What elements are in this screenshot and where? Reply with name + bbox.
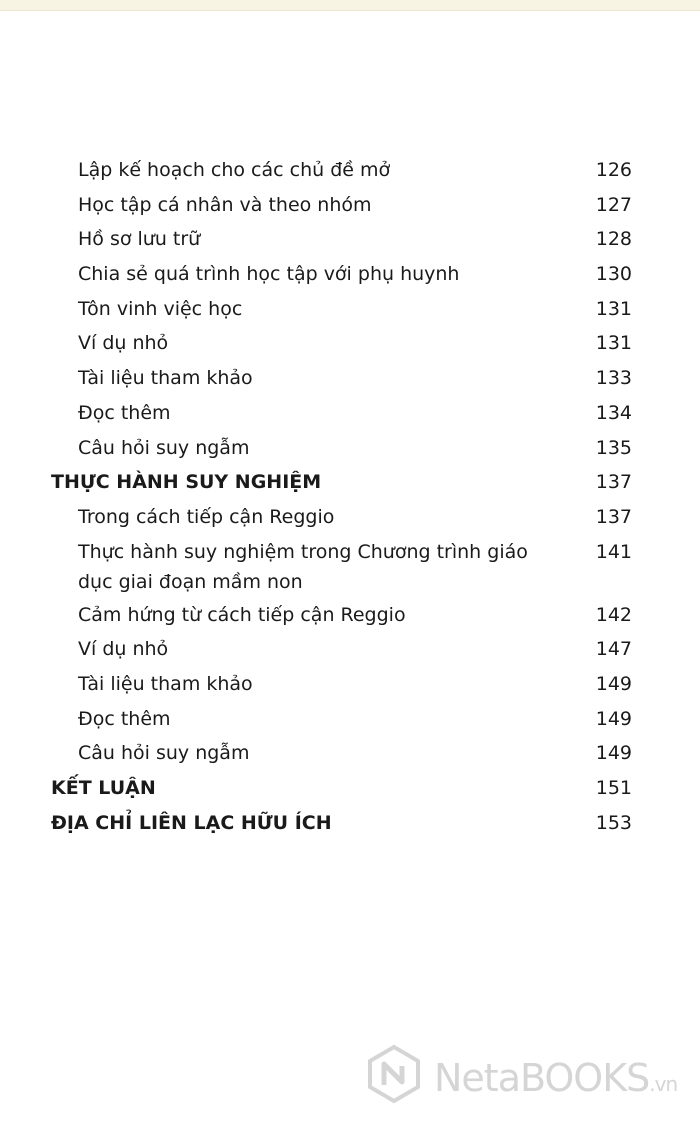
toc-entry-title: Đọc thêm <box>78 401 171 424</box>
toc-entry-title: Tôn vinh việc học <box>78 297 243 320</box>
table-of-contents <box>0 150 700 837</box>
toc-entry-page: 126 <box>595 159 632 181</box>
toc-entry <box>0 595 700 630</box>
toc-entry-title: Lập kế hoạch cho các chủ đề mở <box>78 159 391 181</box>
toc-entry <box>0 289 700 324</box>
toc-entry-title: Câu hỏi suy ngẫm <box>78 742 250 765</box>
toc-entry-page: 149 <box>595 707 632 730</box>
toc-entry <box>0 219 700 254</box>
toc-entry-page: 134 <box>595 401 632 424</box>
toc-entry <box>0 699 700 734</box>
toc-entry-title: Chia sẻ quá trình học tập với phụ huynh <box>78 263 460 286</box>
toc-entry <box>0 358 700 393</box>
toc-entry <box>0 629 700 664</box>
toc-entry-title: Ví dụ nhỏ <box>78 332 169 355</box>
toc-entry-title: Hồ sơ lưu trữ <box>78 228 201 251</box>
toc-entry-title: Tài liệu tham khảo <box>78 672 253 695</box>
toc-entry <box>0 733 700 768</box>
toc-entry-page: 141 <box>595 540 632 563</box>
toc-entry <box>0 150 700 185</box>
toc-chapter-page: 137 <box>595 471 632 494</box>
toc-entry-title: Ví dụ nhỏ <box>78 638 169 661</box>
toc-entry-title: Cảm hứng từ cách tiếp cận Reggio <box>78 603 406 626</box>
toc-entry-title: Tài liệu tham khảo <box>78 367 253 390</box>
toc-chapter-title: THỰC HÀNH SUY NGHIỆM <box>51 471 322 494</box>
toc-entry <box>0 532 700 595</box>
toc-entry <box>0 664 700 699</box>
toc-entry-title: Học tập cá nhân và theo nhóm <box>78 193 372 216</box>
toc-chapter <box>0 803 700 838</box>
toc-entry-page: 128 <box>595 228 632 251</box>
toc-entry-title: Thực hành suy nghiệm trong Chương trình giáo dục giai đoạn mầm non <box>78 540 528 593</box>
watermark-text <box>434 1056 677 1100</box>
netabooks-logo-icon <box>364 1044 424 1104</box>
toc-entry-title: Câu hỏi suy ngẫm <box>78 436 250 459</box>
toc-entry-page: 127 <box>595 193 632 216</box>
toc-chapter <box>0 462 700 497</box>
toc-entry-page: 142 <box>595 603 632 626</box>
toc-entry-page: 137 <box>595 505 632 528</box>
toc-entry-title: Trong cách tiếp cận Reggio <box>78 505 335 528</box>
toc-entry-page: 149 <box>595 672 632 695</box>
watermark <box>360 1042 690 1112</box>
toc-entry <box>0 428 700 463</box>
toc-entry <box>0 393 700 428</box>
toc-entry-page: 133 <box>595 367 632 390</box>
top-band <box>0 0 700 11</box>
toc-entry <box>0 497 700 532</box>
watermark-suffix: .vn <box>649 1072 678 1096</box>
toc-entry-page: 131 <box>595 332 632 355</box>
toc-chapter-title: ĐỊA CHỈ LIÊN LẠC HỮU ÍCH <box>51 811 332 834</box>
toc-entry <box>0 254 700 289</box>
toc-chapter-page: 151 <box>595 777 632 799</box>
toc-entry <box>0 185 700 220</box>
toc-entry-page: 149 <box>595 742 632 765</box>
toc-chapter-page: 153 <box>595 811 632 834</box>
toc-chapter <box>0 768 700 803</box>
toc-entry-page: 147 <box>595 638 632 661</box>
toc-entry-page: 131 <box>595 297 632 320</box>
toc-entry <box>0 323 700 358</box>
watermark-brand: NetaBOOKS <box>434 1056 650 1100</box>
toc-entry-title: Đọc thêm <box>78 707 171 730</box>
toc-entry-page: 135 <box>595 436 632 459</box>
toc-chapter-title: KẾT LUẬN <box>51 777 156 799</box>
toc-entry-page: 130 <box>595 263 632 286</box>
